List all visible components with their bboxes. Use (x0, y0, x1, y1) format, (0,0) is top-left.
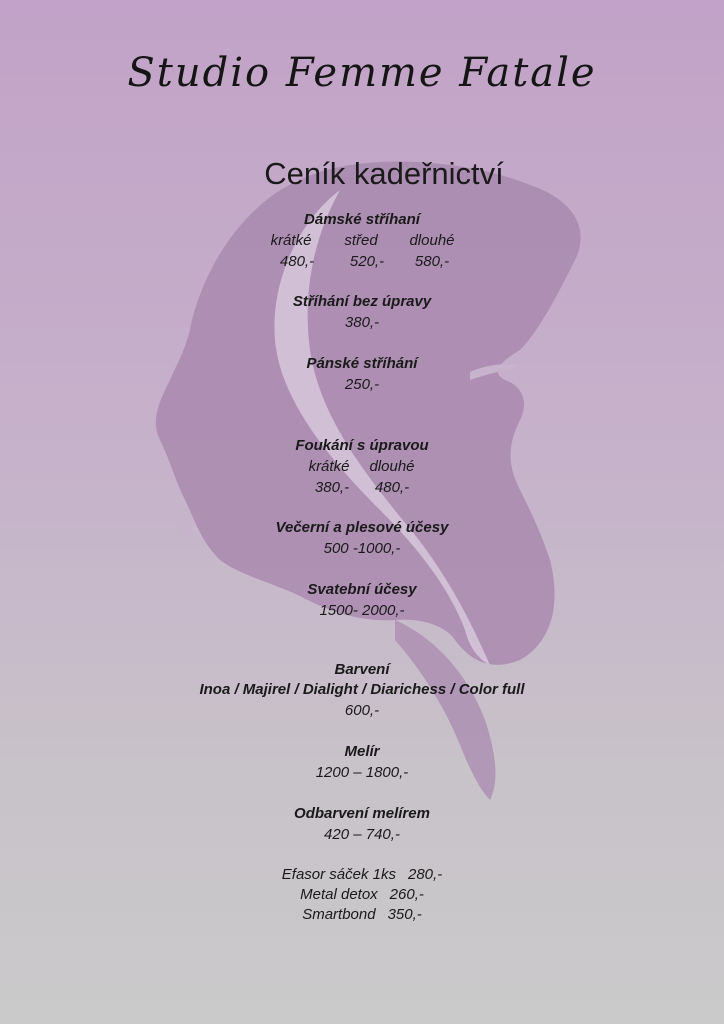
extra-price: 260,- (389, 886, 424, 903)
studio-name: Studio Femme Fatale (127, 50, 597, 96)
option-price: 480,- (279, 253, 315, 270)
price-item-mens-haircut (0, 354, 724, 395)
option-price: 520,- (349, 253, 385, 270)
price-item-evening-hairstyles (0, 518, 724, 559)
extras-list (0, 865, 724, 925)
item-price: 1200 – 1800,- (315, 764, 409, 781)
item-prices (0, 251, 724, 272)
extra-row (0, 905, 724, 925)
price-item-cut-no-styling (0, 292, 724, 333)
extra-name: Efasor sáček 1ks (281, 866, 396, 883)
item-prices (0, 477, 724, 498)
price-item-womens-haircut (0, 210, 724, 272)
item-options (0, 230, 724, 251)
page-title: Ceník kadeřnictví (264, 156, 504, 191)
option-label: krátké (270, 232, 312, 249)
item-title: Večerní a plesové účesy (275, 519, 449, 536)
option-label: střed (344, 232, 378, 249)
item-title: Svatební účesy (307, 581, 417, 598)
extra-price: 350,- (387, 906, 422, 923)
price-item-coloring (0, 660, 724, 721)
option-price: 580,- (414, 253, 450, 270)
item-price: 600,- (344, 702, 380, 719)
item-options (0, 456, 724, 477)
price-item-bleach-highlights (0, 804, 724, 845)
item-title: Melír (344, 743, 380, 760)
extra-name: Metal detox (300, 886, 378, 903)
item-price: 250,- (344, 376, 380, 393)
option-price: 480,- (374, 479, 410, 496)
item-price: 1500- 2000,- (319, 602, 405, 619)
item-price: 420 – 740,- (324, 826, 400, 843)
option-price: 380,- (314, 479, 350, 496)
option-label: dlouhé (409, 232, 455, 249)
item-price: 380,- (344, 314, 380, 331)
price-item-wedding-hairstyles (0, 580, 724, 621)
option-label: dlouhé (369, 458, 415, 475)
item-title: Stříhání bez úpravy (292, 293, 432, 310)
option-label: krátké (308, 458, 350, 475)
item-price: 500 -1000,- (323, 540, 401, 557)
price-item-blow-dry (0, 436, 724, 498)
extra-price: 280,- (408, 866, 443, 883)
price-item-highlights (0, 742, 724, 783)
extra-row (0, 885, 724, 905)
extra-name: Smartbond (302, 906, 376, 923)
item-title: Dámské stříhaní (304, 211, 420, 228)
item-title: Odbarvení melírem (294, 805, 430, 822)
item-title: Pánské stříhání (306, 355, 418, 372)
item-title: Foukání s úpravou (295, 437, 429, 454)
extra-row (0, 865, 724, 885)
item-title: Barvení (334, 661, 390, 678)
item-subtitle: Inoa / Majirel / Dialight / Diarichess / Color full (199, 681, 525, 698)
